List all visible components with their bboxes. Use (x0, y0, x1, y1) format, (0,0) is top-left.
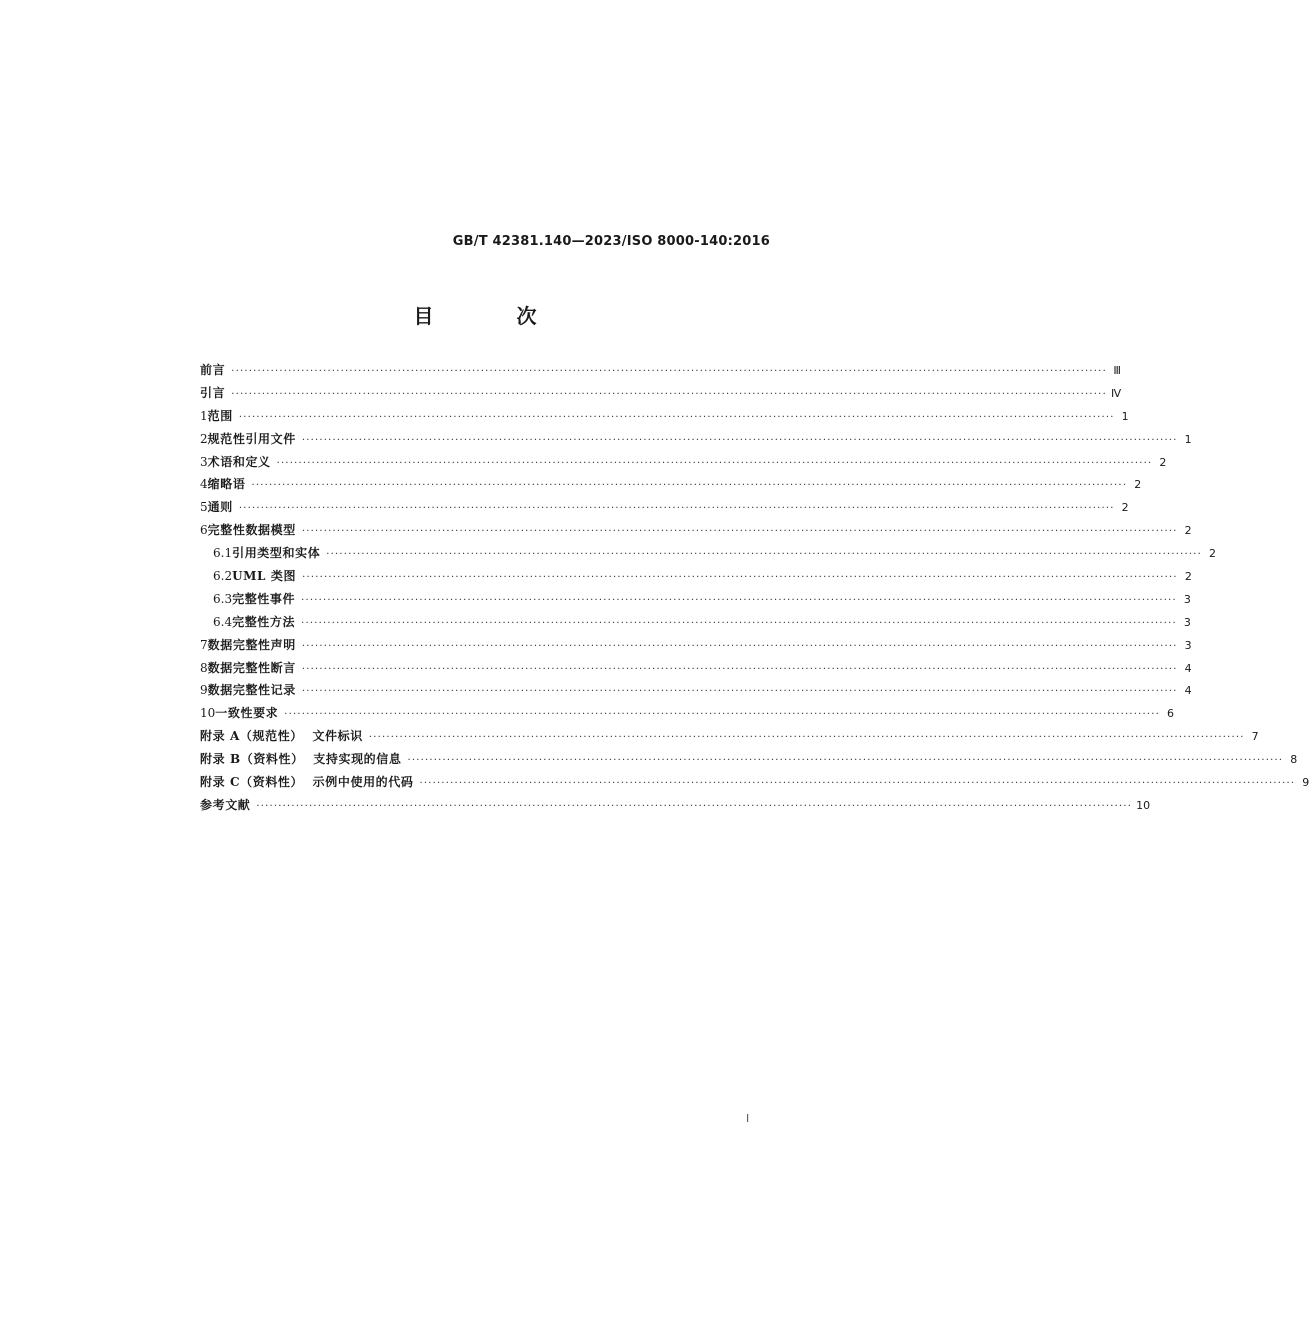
toc-entry[interactable] (200, 794, 1151, 817)
toc-entry[interactable] (200, 428, 1192, 451)
toc-entry-number: 6 (200, 523, 208, 538)
toc-leader-dots: ········································································································································································································ (302, 572, 1178, 584)
toc-entry-label: 规范性引用文件 (207, 431, 296, 446)
toc-entry-label: UML 类图 (232, 569, 297, 584)
toc-entry[interactable] (200, 382, 1122, 405)
toc-entry-page: 3 (1183, 592, 1191, 606)
toc-entry-label: 附录 B（资料性） 支持实现的信息 (200, 752, 402, 767)
toc-entry[interactable] (200, 405, 1129, 428)
toc-leader-dots: ········································································································································································································ (368, 732, 1245, 744)
toc-leader-dots: ········································································································································································································ (301, 663, 1178, 675)
toc-entry-label: 引言 (200, 385, 226, 400)
toc-entry-label: 参考文献 (200, 797, 251, 812)
toc-leader-dots: ········································································································································································································ (301, 640, 1178, 652)
toc-entry[interactable] (200, 451, 1167, 474)
toc-entry-page: 3 (1183, 615, 1191, 629)
toc-entry-page: 4 (1184, 684, 1192, 698)
toc-entry-number: 8 (200, 660, 208, 675)
toc-entry-number: 2 (200, 431, 208, 446)
toc-entry[interactable] (200, 359, 1121, 382)
toc-entry-page: 2 (1184, 570, 1192, 584)
toc-entry[interactable] (200, 702, 1175, 725)
toc-entry[interactable] (200, 634, 1192, 657)
toc-leader-dots: ········································································································································································································ (238, 411, 1115, 423)
toc-entry[interactable] (200, 588, 1191, 611)
toc-entry-number: 9 (200, 683, 208, 698)
toc-leader-dots: ········································································································································································································ (301, 526, 1178, 538)
toc-entry-number: 5 (200, 500, 208, 515)
toc-leader-dots: ········································································································································································································ (231, 388, 1107, 400)
toc-entry[interactable] (200, 679, 1192, 702)
toc-entry[interactable] (200, 542, 1217, 565)
toc-entry-number: 6.3 (213, 591, 233, 606)
toc-entry-page: 6 (1167, 707, 1175, 721)
toc-entry-page: 1 (1184, 432, 1192, 446)
toc-entry-number: 6.4 (213, 614, 233, 629)
toc-entry-number: 10 (200, 706, 216, 721)
toc-entry-page: Ⅳ (1110, 386, 1122, 400)
standard-code: GB/T 42381.140—2023/ISO 8000-140:2016 (452, 234, 770, 249)
toc-entry-page: 2 (1184, 524, 1192, 538)
toc-leader-dots: ········································································································································································································ (301, 434, 1178, 446)
toc-entry-label: 数据完整性声明 (207, 637, 296, 652)
toc-entry-page: 2 (1209, 547, 1217, 561)
toc-entry[interactable] (200, 473, 1142, 496)
toc-entry-page: 1 (1121, 409, 1129, 423)
toc-entry-label: 完整性数据模型 (207, 523, 296, 538)
toc-entry[interactable] (200, 519, 1192, 542)
toc-leader-dots: ········································································································································································································ (407, 755, 1284, 767)
toc-entry-label: 数据完整性记录 (207, 683, 296, 698)
toc-leader-dots: ········································································································································································································ (256, 800, 1133, 812)
toc-leader-dots: ········································································································································································································ (301, 617, 1177, 629)
toc-entry[interactable] (200, 565, 1192, 588)
toc-entry-label: 一致性要求 (215, 706, 279, 721)
toc-entry-number: 7 (200, 637, 208, 652)
toc-entry-page: 9 (1302, 776, 1309, 790)
toc-entry-page: 3 (1184, 638, 1192, 652)
toc-entry[interactable] (200, 771, 1309, 794)
toc-entry[interactable] (200, 657, 1192, 680)
toc-entry-page: 2 (1134, 478, 1142, 492)
table-of-contents (200, 359, 1309, 817)
toc-entry-page: Ⅲ (1113, 364, 1121, 377)
toc-entry-label: 引用类型和实体 (232, 546, 321, 561)
toc-title: 目 次 (413, 304, 575, 328)
toc-entry-page: 10 (1136, 798, 1151, 812)
toc-leader-dots: ········································································································································································································ (301, 594, 1177, 606)
toc-leader-dots: ········································································································································································································ (284, 709, 1161, 721)
toc-entry-page: 2 (1159, 455, 1167, 469)
toc-leader-dots: ········································································································································································································ (419, 778, 1296, 790)
toc-entry-number: 6.1 (213, 546, 233, 561)
toc-entry-label: 完整性事件 (232, 591, 296, 606)
toc-leader-dots: ········································································································································································································ (301, 686, 1178, 698)
toc-leader-dots: ········································································································································································································ (251, 480, 1128, 492)
toc-entry-label: 术语和定义 (207, 454, 271, 469)
toc-entry[interactable] (200, 611, 1191, 634)
toc-entry-label: 附录 C（资料性） 示例中使用的代码 (200, 775, 414, 790)
toc-entry-page: 4 (1184, 661, 1192, 675)
page-number: Ⅰ (746, 1112, 750, 1125)
toc-leader-dots: ········································································································································································································ (326, 549, 1203, 561)
toc-entry-label: 完整性方法 (232, 614, 296, 629)
toc-entry-number: 4 (200, 477, 208, 492)
toc-entry-number: 3 (200, 454, 208, 469)
toc-entry-label: 数据完整性断言 (207, 660, 296, 675)
toc-entry-label: 范围 (207, 408, 233, 423)
toc-entry-label: 通则 (207, 500, 233, 515)
toc-entry[interactable] (200, 748, 1298, 771)
toc-leader-dots: ········································································································································································································ (276, 457, 1153, 469)
toc-entry-label: 缩略语 (207, 477, 246, 492)
toc-leader-dots: ········································································································································································································ (238, 503, 1115, 515)
toc-leader-dots: ········································································································································································································ (231, 366, 1107, 377)
toc-entry-number: 6.2 (213, 569, 233, 584)
toc-entry[interactable] (200, 496, 1129, 519)
toc-entry-number: 1 (200, 408, 208, 423)
toc-entry-label: 附录 A（规范性） 文件标识 (200, 729, 363, 744)
toc-entry-page: 2 (1121, 501, 1129, 515)
toc-entry[interactable] (200, 725, 1259, 748)
toc-entry-label: 前言 (200, 363, 226, 377)
toc-entry-page: 8 (1290, 753, 1298, 767)
toc-entry-page: 7 (1251, 730, 1259, 744)
